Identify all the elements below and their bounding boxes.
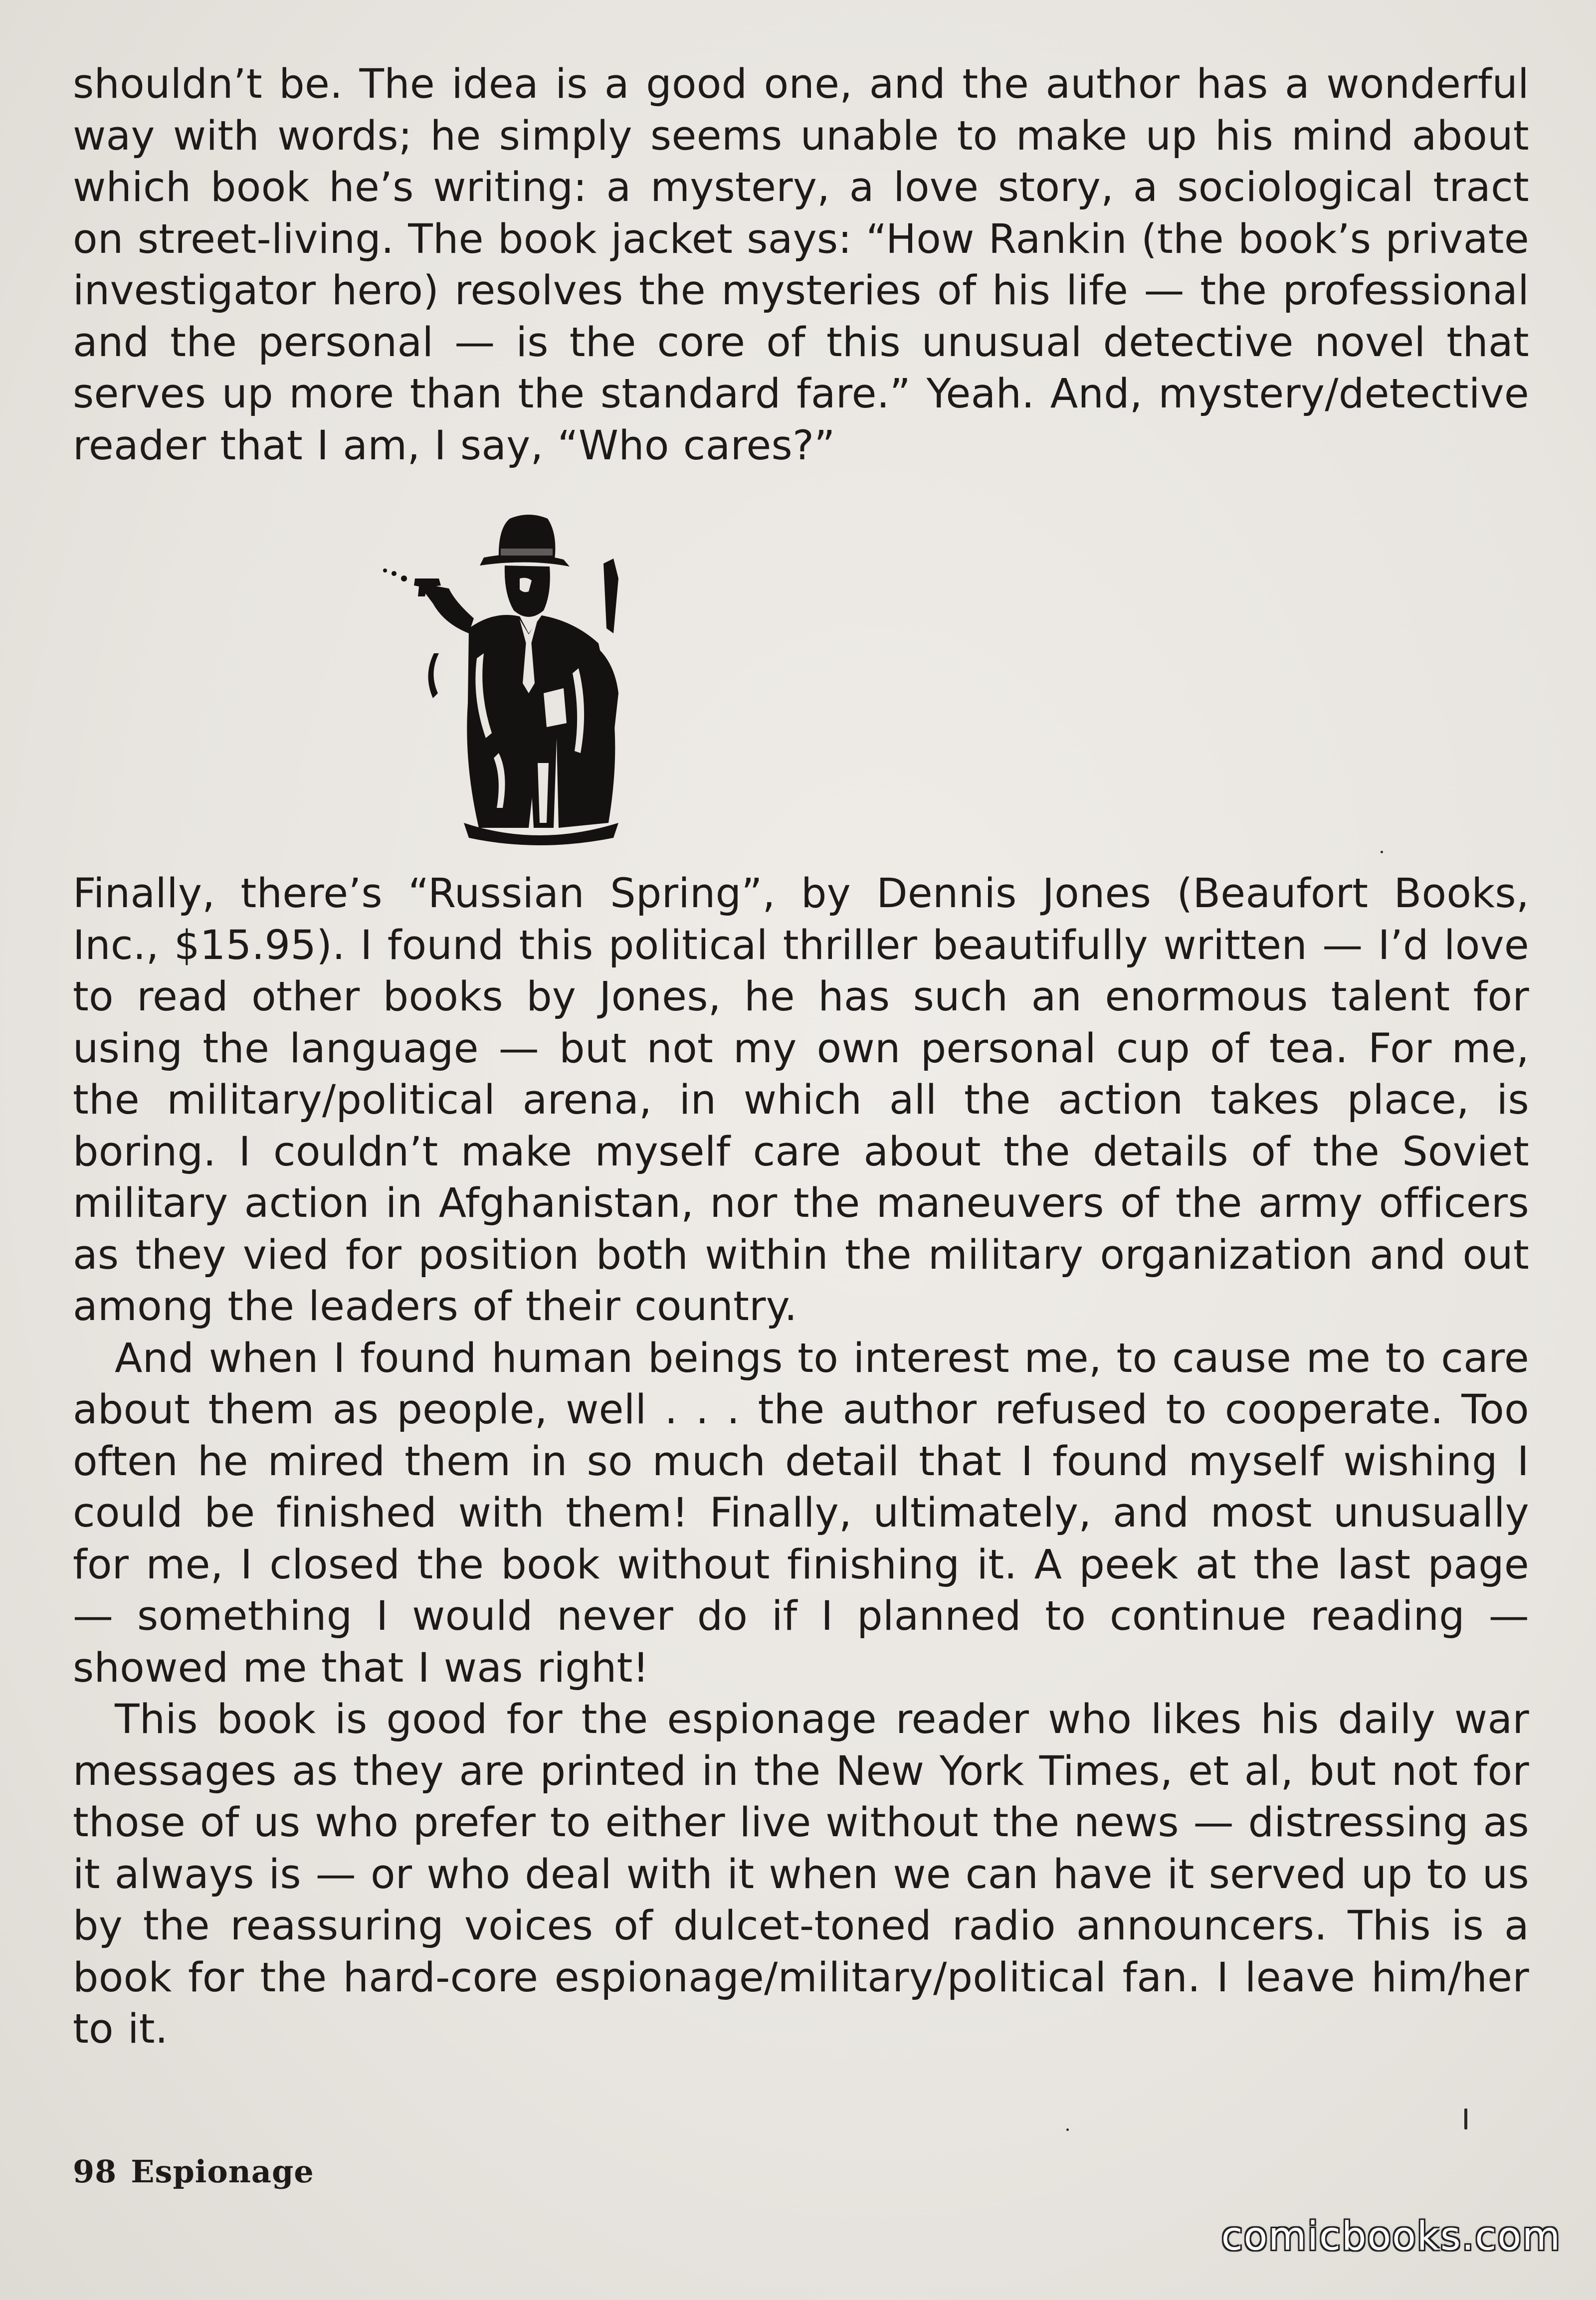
detective-with-gun-icon — [379, 504, 643, 848]
paragraph: And when I found human beings to interest me, to cause me to care about them as people, well . . . the author refused to cooperate. Too often he mired them in so much detail that I found myself wishing I could be finished with them! Finally, ultimately, and most unusually for me, I closed the book without finishing it. A peek at the last page — something I would never do if I planned to continue reading —showed me that I was right! — [73, 1335, 1529, 1692]
paragraph: shouldn’t be. The idea is a good one, and the author has a wonderful way with words; he simply seems unable to make up his mind about which book he’s writing: a mystery, a love story, a sociological tract on street-living. The book jacket says: “How Rankin (the book’s private investigator hero) resolves the mysteries of his life — the professional and the personal — is the core of this unusual detective novel that serves up more than the standard fare.” Yeah. And, mystery/detective reader that I am, I say, “Who cares?” — [73, 61, 1529, 469]
article-text-bottom — [73, 868, 1529, 2056]
page-footer — [73, 2153, 314, 2190]
page-number: 98 — [73, 2153, 117, 2190]
paper-speck — [1381, 851, 1383, 853]
article-text-top — [73, 59, 1529, 472]
paper-speck — [1066, 2128, 1069, 2131]
magazine-title: Espionage — [131, 2153, 314, 2190]
paragraph: Finally, there’s “Russian Spring”, by Dennis Jones (Beaufort Books, Inc., $15.95). I found this political thriller beautifully written — I’d love to read other books by Jones, he has such an enormous talent for using the language — but not my own personal cup of tea. For me, the military/political arena, in which all the action takes place, is boring. I couldn’t make myself care about the details of the Soviet military action in Afghanistan, nor the maneuvers of the army officers as they vied for position both within the military organization and out among the leaders of their country. — [73, 870, 1529, 1330]
paper-speck — [1464, 2108, 1467, 2129]
site-watermark: comicbooks.com — [1221, 2214, 1561, 2259]
detective-illustration-svg — [379, 504, 643, 848]
paragraph: This book is good for the espionage reader who likes his daily war messages as they are printed in the New York Times, et al, but not for those of us who prefer to either live without the news — distressing as it always is — or who deal with it when we can have it served up to us by the reassuring voices of dulcet-toned radio announcers. This is a book for the hard-core espionage/military/political fan. I leave him/her to it. — [73, 1696, 1529, 2053]
